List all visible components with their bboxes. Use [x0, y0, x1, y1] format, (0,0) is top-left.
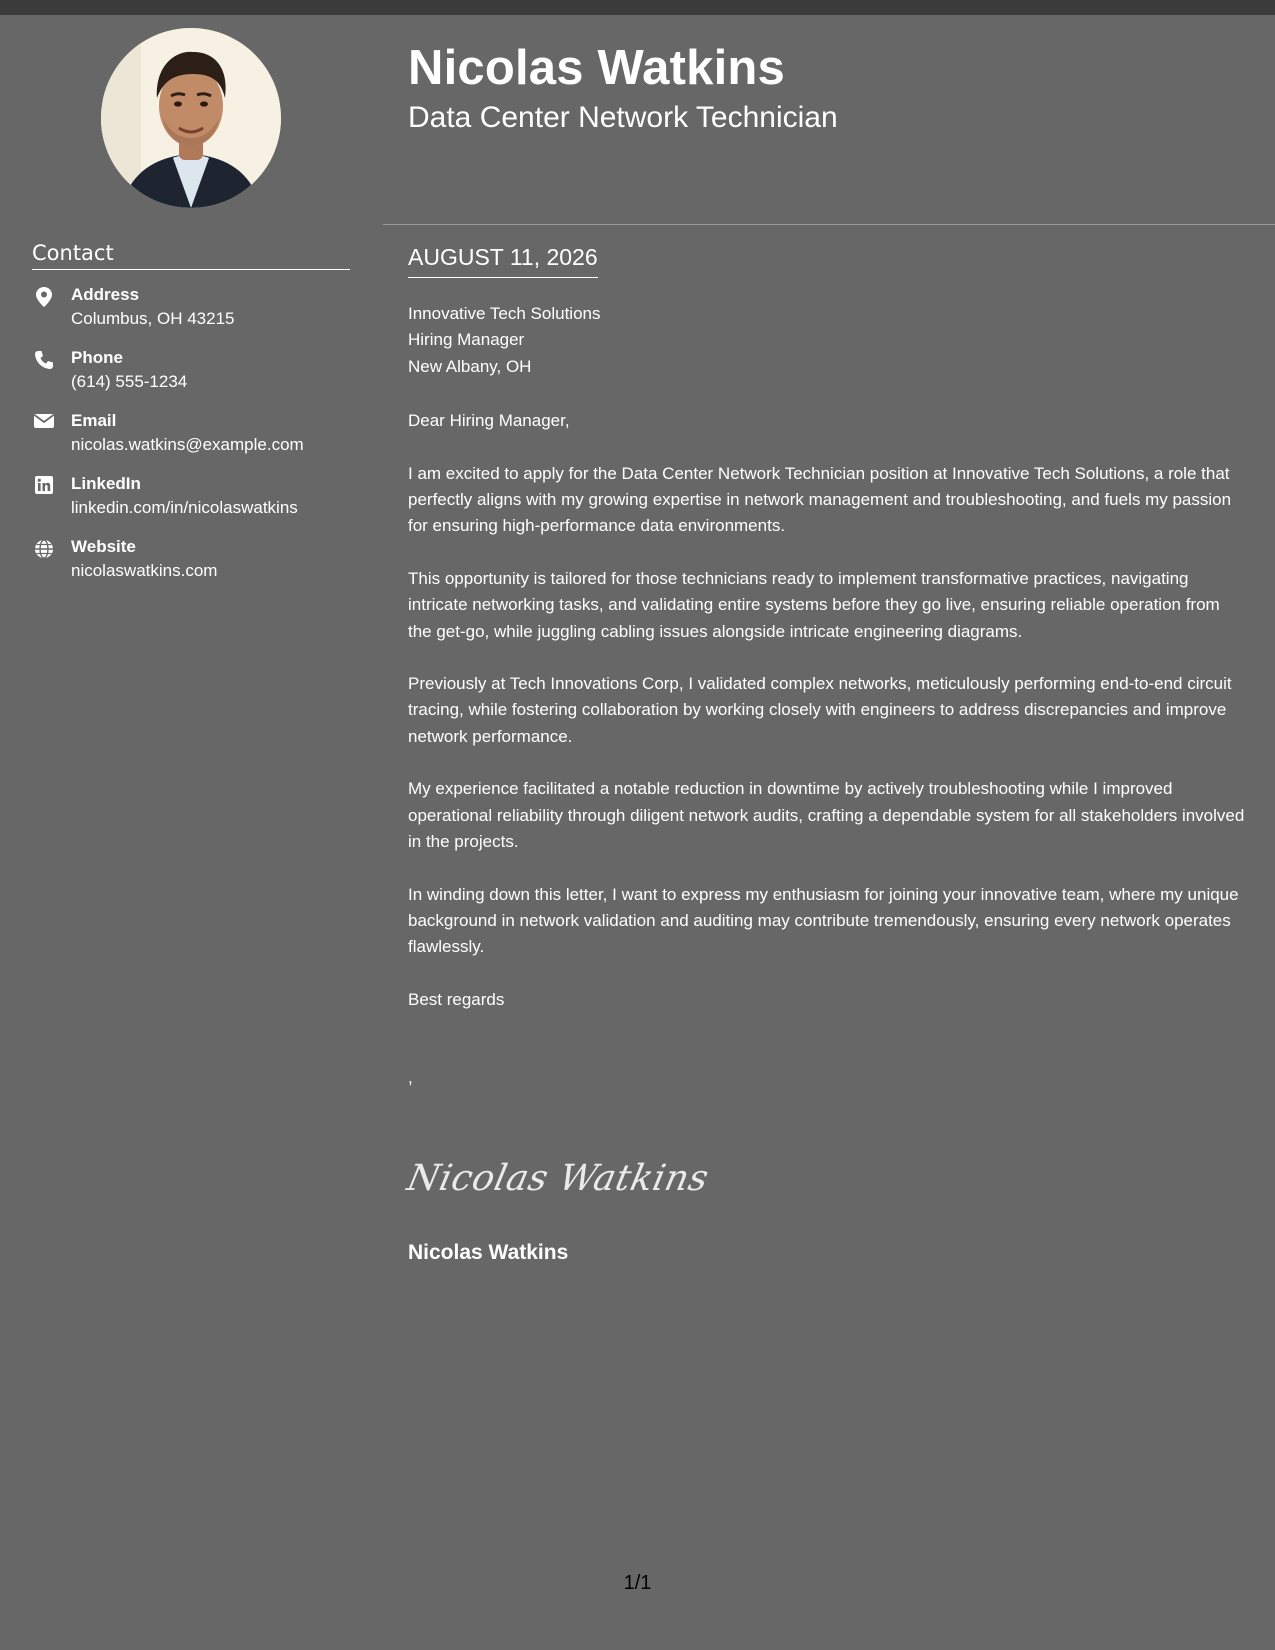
globe-icon: [32, 539, 56, 559]
map-pin-icon: [32, 287, 56, 307]
sidebar: [0, 15, 383, 1635]
page-number: 1/1: [623, 1572, 652, 1594]
envelope-icon: [32, 413, 56, 433]
email-value[interactable]: nicolas.watkins@example.com: [71, 435, 304, 454]
closing: Best regards: [408, 989, 505, 1009]
signer-name: Nicolas Watkins: [408, 1241, 569, 1264]
contact-item-website: [32, 537, 372, 600]
paragraph: My experience facilitated a notable reduction in downtime by actively troubleshooting while I improved operational reliability through diligent network audits, crafting a dependable system for all stakeholders involved in the projects.: [408, 779, 1245, 852]
phone-value[interactable]: (614) 555-1234: [71, 372, 188, 391]
handwritten-signature: Nicolas Watkins: [403, 1158, 713, 1199]
applicant-name: Nicolas Watkins: [408, 41, 785, 95]
contact-item-linkedin: [32, 474, 372, 537]
linkedin-value[interactable]: linkedin.com/in/nicolaswatkins: [71, 498, 298, 517]
recipient-role: Hiring Manager: [408, 330, 525, 350]
address-value: Columbus, OH 43215: [71, 309, 235, 328]
greeting: Dear Hiring Manager,: [408, 411, 570, 431]
paragraph: This opportunity is tailored for those technicians ready to implement transformative practices, navigating intricate networking tasks, and validating entire systems before they go live, ensuring reliable operation from the get-go, while juggling cabling issues alongside intricate engineering diagrams.: [408, 568, 1220, 641]
recipient-location: New Albany, OH: [408, 356, 532, 376]
top-bar: [0, 0, 1275, 15]
recipient-company: Innovative Tech Solutions: [408, 304, 601, 323]
contact-label: Address: [71, 285, 140, 304]
paragraph: Previously at Tech Innovations Corp, I validated complex networks, meticulously performing end-to-end circuit tracing, while fostering collaboration by working closely with engineers to address discrepancies and improve network performance.: [408, 674, 1232, 746]
job-title: Data Center Network Technician: [408, 101, 838, 134]
contact-list: [32, 285, 372, 600]
contact-label: LinkedIn: [71, 474, 141, 493]
contact-label: Email: [71, 411, 117, 430]
linkedin-icon: [32, 476, 56, 496]
header-divider: [383, 224, 1275, 225]
paragraph: I am excited to apply for the Data Center Network Technician position at Innovative Tech Solutions, a role that perfectly aligns with my growing expertise in network management and troubleshooting, and fuels my passion for ensuring high-performance data environments.: [408, 463, 1232, 536]
contact-item-address: [32, 285, 372, 348]
profile-photo: [101, 28, 281, 208]
contact-item-phone: [32, 348, 372, 411]
contact-item-email: [32, 411, 372, 474]
website-value[interactable]: nicolaswatkins.com: [71, 561, 218, 580]
recipient-block: [408, 301, 1248, 380]
closing-comma: ,: [408, 1068, 413, 1088]
contact-heading: Contact: [32, 241, 350, 270]
phone-icon: [32, 350, 56, 370]
contact-label: Website: [71, 537, 136, 556]
paragraph: In winding down this letter, I want to express my enthusiasm for joining your innovative team, where my unique background in network validation and auditing may contribute tremendously, ensuring every network operates flawlessly.: [408, 884, 1239, 957]
contact-label: Phone: [71, 348, 123, 367]
letter-date: AUGUST 11, 2026: [408, 244, 598, 278]
profile-photo-illustration: [101, 28, 281, 208]
letter-body: [408, 301, 1248, 1091]
